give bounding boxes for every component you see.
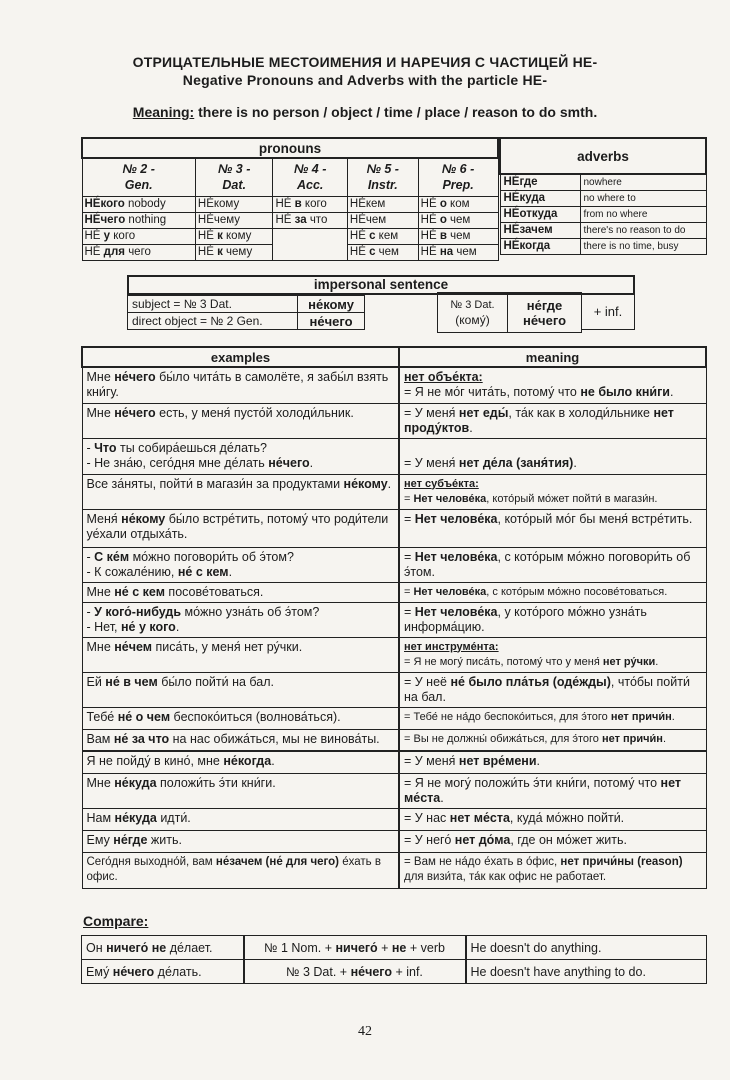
- formula-case: № 3 Dat. (кому́): [438, 293, 508, 333]
- compare-translation: He doesn't do anything.: [466, 936, 707, 960]
- example-row: [82, 751, 706, 773]
- example-text: Мне не́чем писа́ть, у меня́ нет ру́чки.: [82, 637, 399, 672]
- pronoun-cell: НЕ́ к кому: [195, 228, 273, 244]
- adverb-row: НЕ́откуда from no where: [500, 206, 706, 222]
- example-meaning: нет субъе́кта: = Нет челове́ка, кото́рый мо́жет пойти́ в магази́н.: [399, 474, 706, 509]
- example-row: [82, 367, 706, 403]
- pronoun-cell: НЕ́ для чего: [82, 244, 195, 260]
- example-row: [82, 729, 706, 751]
- pronoun-cell: НЕ́ о ком: [418, 196, 498, 212]
- pronoun-row: [82, 196, 498, 212]
- pronoun-cell: НЕ́кого nobody: [82, 196, 195, 212]
- examples-table: [81, 346, 707, 889]
- example-meaning: = Я не могу́ положи́ть э́ти кни́ги, потому́ что нет ме́ста.: [399, 773, 706, 808]
- meaning-text: there is no person / object / time / place / reason to do smth.: [198, 104, 598, 120]
- example-text: Вам не́ за что на нас обижа́ться, мы не винова́ты.: [82, 729, 399, 751]
- adverb-row: НЕ́куда no where to: [500, 190, 706, 206]
- example-meaning: = Вам не на́до е́хать в о́фис, нет причи́ны (reason) для визи́та, та́к как офис не работает.: [399, 852, 706, 888]
- example-row: [82, 672, 706, 707]
- examples-body: [82, 367, 706, 888]
- adverb-row: НЕ́зачем there's no reason to do: [500, 222, 706, 238]
- compare-translation: He doesn't have anything to do.: [466, 960, 707, 984]
- case-cell: № 4 - Acc.: [273, 158, 347, 196]
- example-row: [82, 602, 706, 637]
- adverbs-header: adverbs: [500, 138, 706, 174]
- example-text: Нам не́куда идти́.: [82, 808, 399, 830]
- impersonal-header: impersonal sentence: [127, 275, 635, 295]
- formula-plus-inf: + inf.: [581, 294, 635, 330]
- example-meaning: = Нет челове́ка, у кото́рого мо́жно узна́ть информа́цию.: [399, 602, 706, 637]
- example-row: [82, 852, 706, 888]
- compare-table: [81, 935, 707, 984]
- example-text: Ей не́ в чем бы́ло пойти́ на бал.: [82, 672, 399, 707]
- pronouns-table: [81, 137, 499, 261]
- example-row: [82, 403, 706, 438]
- example-meaning: = У него́ нет до́ма, где он мо́жет жить.: [399, 830, 706, 852]
- example-text: Мне не́чего есть, у меня́ пусто́й холоди́льник.: [82, 403, 399, 438]
- pronoun-cell: НЕ́чему: [195, 212, 273, 228]
- example-text: - Что ты собира́ешься де́лать? - Не зна́ю, сего́дня мне де́лать не́чего.: [82, 438, 399, 474]
- example-text: Все за́няты, пойти́ в магази́н за продуктами не́кому.: [82, 474, 399, 509]
- impersonal-row: direct object = № 2 Gen. не́чего: [128, 313, 365, 330]
- example-row: [82, 547, 706, 582]
- example-row: [82, 773, 706, 808]
- example-meaning: = У неё не́ было пла́тья (оде́жды), что́бы пойти́ на бал.: [399, 672, 706, 707]
- example-text: - С ке́м мо́жно поговори́ть об э́том? - К сожале́нию, не́ с кем.: [82, 547, 399, 582]
- title-russian: ОТРИЦАТЕЛЬНЫЕ МЕСТОИМЕНИЯ И НАРЕЧИЯ С ЧАСТИЦЕЙ НЕ-: [132, 54, 598, 70]
- compare-rule: № 1 Nom. + ничего́ + не + verb: [244, 936, 466, 960]
- example-meaning: = У меня́ нет еды́, та́к как в холоди́льнике нет проду́ктов.: [399, 403, 706, 438]
- title-english: Negative Pronouns and Adverbs with the particle НЕ-: [182, 72, 548, 88]
- impersonal-table: [127, 295, 365, 330]
- case-cell: № 6 - Prep.: [418, 158, 498, 196]
- case-header-row: [82, 158, 498, 196]
- example-meaning: = Тебе́ не на́до беспоко́иться, для э́того нет причи́н.: [399, 707, 706, 729]
- case-cell: № 2 - Gen.: [82, 158, 195, 196]
- example-row: [82, 808, 706, 830]
- example-text: - У кого́-нибудь мо́жно узна́ть об э́том? - Нет, не́ у кого.: [82, 602, 399, 637]
- example-row: [82, 438, 706, 474]
- pronoun-cell: НЕ́ к чему: [195, 244, 273, 260]
- case-cell: № 3 - Dat.: [195, 158, 273, 196]
- example-row: [82, 637, 706, 672]
- example-text: Меня́ не́кому бы́ло встре́тить, потому́ что роди́тели уе́хали отдыха́ть.: [82, 509, 399, 547]
- adverb-row: НЕ́когда there is no time, busy: [500, 238, 706, 254]
- meaning-header: meaning: [399, 347, 706, 367]
- page-number: 42: [358, 1024, 372, 1039]
- example-meaning: нет объе́кта: = Я не мо́г чита́ть, потому́ что не было кни́ги.: [399, 367, 706, 403]
- example-meaning: = Нет челове́ка, с кото́рым мо́жно поговори́ть об э́том.: [399, 547, 706, 582]
- example-text: Тебе́ не́ о чем беспоко́иться (волнова́ться).: [82, 707, 399, 729]
- compare-row: [82, 936, 707, 960]
- pronoun-cell: НЕ́чем: [347, 212, 418, 228]
- compare-example: Он ничего́ не де́лает.: [82, 936, 244, 960]
- example-text: Мне не́куда положи́ть э́ти кни́ги.: [82, 773, 399, 808]
- example-row: [82, 707, 706, 729]
- pronoun-cell: НЕ́ у кого: [82, 228, 195, 244]
- example-row: [82, 509, 706, 547]
- pronoun-cell: НЕ́ о чем: [418, 212, 498, 228]
- example-text: Мне не́ с кем посове́товаться.: [82, 582, 399, 602]
- adverbs-table: [499, 137, 707, 255]
- case-cell: № 5 - Instr.: [347, 158, 418, 196]
- example-meaning: нет инструме́нта: = Я не могу́ писа́ть, потому́ что у меня́ нет ру́чки.: [399, 637, 706, 672]
- pronoun-cell: НЕ́кому: [195, 196, 273, 212]
- example-text: Ему не́где жить.: [82, 830, 399, 852]
- compare-row: [82, 960, 707, 984]
- example-row: [82, 582, 706, 602]
- pronoun-cell: НЕ́ в чем: [418, 228, 498, 244]
- pronoun-cell: НЕ́ в кого: [273, 196, 347, 212]
- impersonal-row: subject = № 3 Dat. не́кому: [128, 296, 365, 313]
- pronoun-cell: НЕ́ с кем: [347, 228, 418, 244]
- pronoun-cell: НЕ́ на чем: [418, 244, 498, 260]
- example-meaning: = У меня́ нет вре́мени.: [399, 751, 706, 773]
- pronoun-row: [82, 212, 498, 228]
- example-text: Я не пойду́ в кино́, мне не́когда.: [82, 751, 399, 773]
- pronoun-row: [82, 228, 498, 244]
- adverb-row: НЕ́где nowhere: [500, 174, 706, 190]
- meaning-line: [0, 104, 730, 120]
- pronoun-cell: НЕ́кем: [347, 196, 418, 212]
- pronouns-header: pronouns: [82, 138, 498, 158]
- meaning-label: Meaning:: [132, 104, 195, 120]
- compare-example: Ему́ не́чего де́лать.: [82, 960, 244, 984]
- compare-rule: № 3 Dat. + не́чего + inf.: [244, 960, 466, 984]
- example-meaning: = Нет челове́ка, кото́рый мо́г бы меня́ встре́тить.: [399, 509, 706, 547]
- examples-header: examples: [82, 347, 399, 367]
- compare-label: Compare:: [83, 913, 149, 929]
- formula-words: не́где не́чего: [508, 293, 582, 333]
- example-meaning: = Вы не должны́ обижа́ться, для э́того нет причи́н.: [399, 729, 706, 751]
- example-text: Мне не́чего бы́ло чита́ть в самолёте, я забы́л взять кни́гу.: [82, 367, 399, 403]
- pronoun-cell-empty: [273, 228, 347, 260]
- impersonal-formula: [437, 292, 582, 333]
- pronoun-cell: НЕ́ с чем: [347, 244, 418, 260]
- example-row: [82, 830, 706, 852]
- pronoun-cell: НЕ́чего nothing: [82, 212, 195, 228]
- pronoun-cell: НЕ́ за что: [273, 212, 347, 228]
- example-meaning: = У нас нет ме́ста, куда́ мо́жно пойти́.: [399, 808, 706, 830]
- example-row: [82, 474, 706, 509]
- example-text: Сего́дня выходно́й, вам не́зачем (не́ для чего) е́хать в офис.: [82, 852, 399, 888]
- example-meaning: = Нет челове́ка, с кото́рым мо́жно посове́товаться.: [399, 582, 706, 602]
- example-meaning: = У меня́ нет де́ла (заня́тия).: [399, 438, 706, 474]
